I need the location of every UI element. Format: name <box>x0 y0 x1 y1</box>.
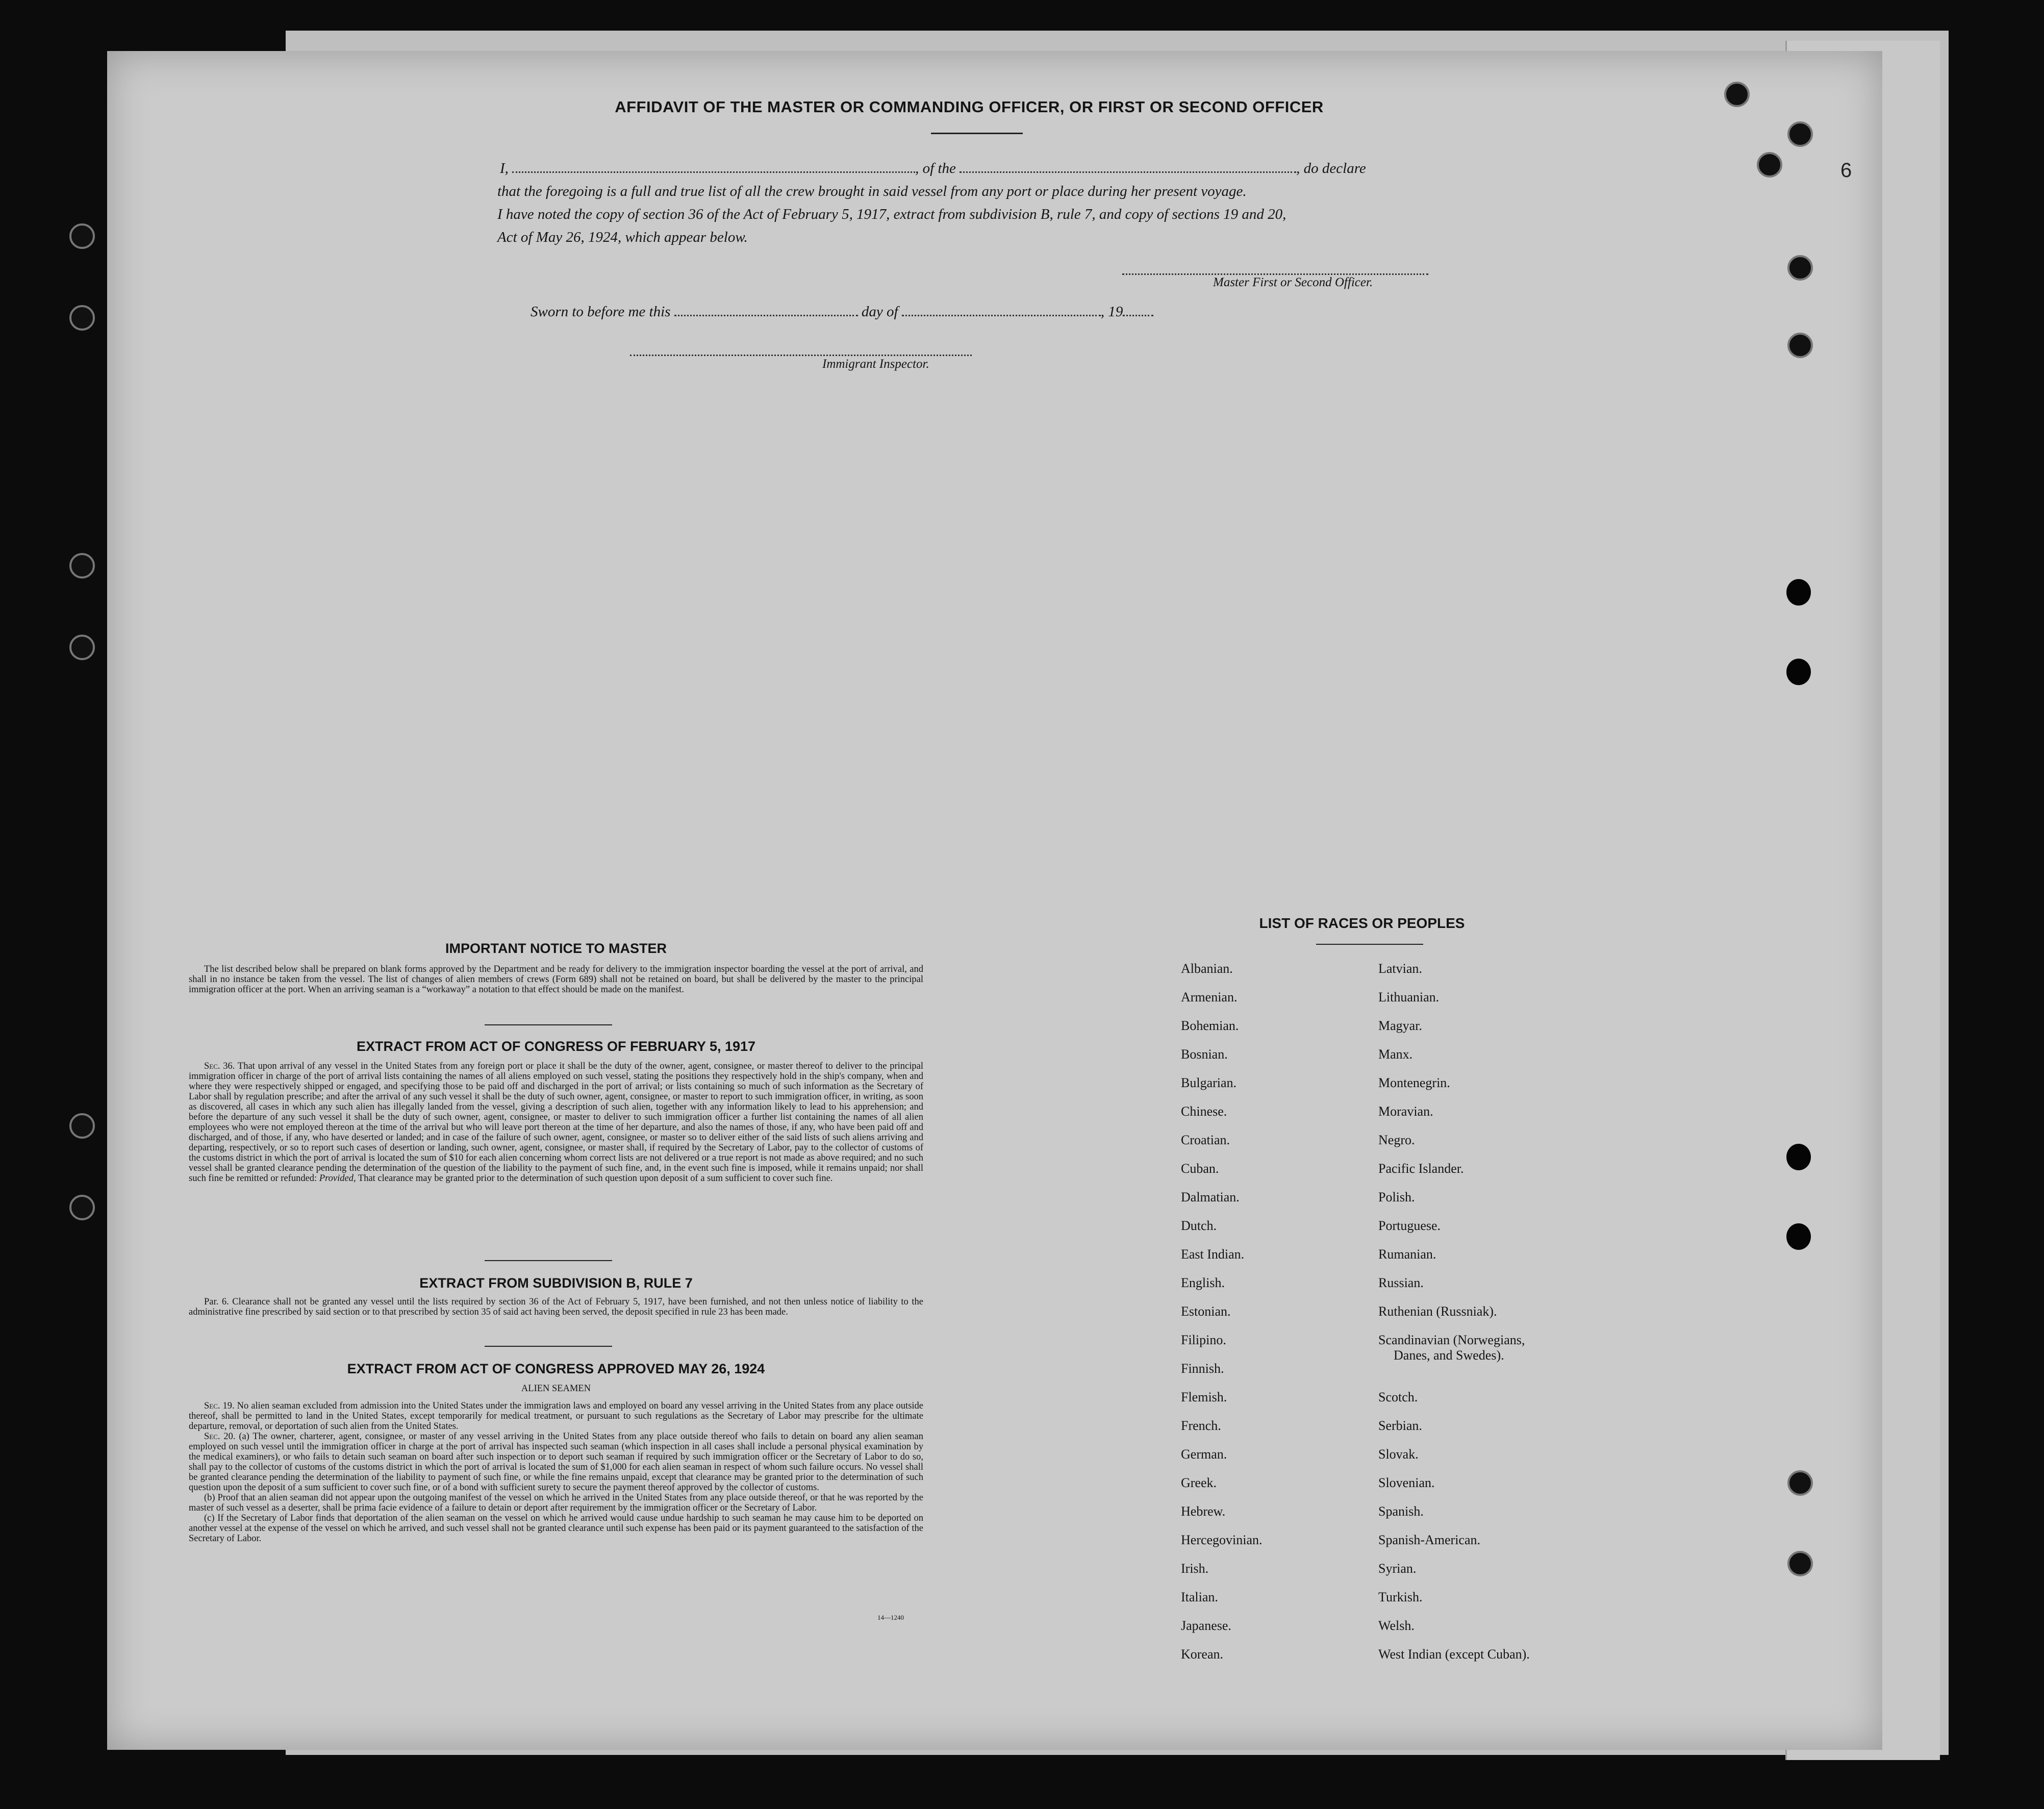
race-item: Estonian. <box>1181 1304 1231 1319</box>
notice-body <box>189 964 923 995</box>
race-item: Danes, and Swedes). <box>1394 1348 1504 1363</box>
provided-word: Provided, <box>319 1173 356 1184</box>
divider <box>485 1346 612 1347</box>
race-item: Bohemian. <box>1181 1018 1239 1033</box>
race-item: French. <box>1181 1418 1221 1433</box>
sworn-statement <box>531 304 1153 320</box>
binder-hole <box>1724 82 1750 107</box>
race-item: Finnish. <box>1181 1361 1224 1376</box>
race-item: Slovenian. <box>1378 1475 1435 1490</box>
form-number: 14—1240 <box>877 1614 904 1621</box>
race-item: Cuban. <box>1181 1161 1219 1176</box>
inspector-signature-label: Immigrant Inspector. <box>822 357 929 371</box>
binder-hole <box>1787 255 1813 281</box>
races-column-2 <box>1378 961 1530 1675</box>
race-item: Rumanian. <box>1378 1247 1436 1262</box>
race-item: Russian. <box>1378 1275 1424 1290</box>
binder-hole <box>1787 333 1813 358</box>
race-item: Lithuanian. <box>1378 990 1440 1004</box>
title-underline <box>931 133 1023 134</box>
master-signature-line <box>1122 273 1428 275</box>
sec-20a-text: (a) The owner, charterer, agent, consignee, or master of any vessel arriving in the United States from any place outside thereof who fails to detain on board any alien seaman employed on such vessel until the immigration officer in charge at the port of arrival has inspected such seaman (which inspection in all cases shall include a personal physical examination by the medical examiners), or who fails to detain such seaman on board after such inspection or to deport such seaman if required by such immigration officer or the Secretary of Labor to do so, shall pay to the collector of customs of the customs district in which the port of arrival is located the sum of $1,000 for each alien seaman in respect of whom such failure occurs. No vessel shall be granted clearance pending the determination of the liability to payment of such fine, or while the fine remains unpaid, except that clearance may be granted prior to the determination of such question upon the deposit of a sum sufficient to cover such fine, or of a bond with sufficient surety to secure the payment thereof approved by the collector of customs. <box>189 1431 923 1493</box>
extract-1924-title: EXTRACT FROM ACT OF CONGRESS APPROVED MAY 26, 1924 <box>347 1361 765 1376</box>
alien-seamen-subtitle: ALIEN SEAMEN <box>521 1384 591 1394</box>
race-item: Syrian. <box>1378 1561 1417 1576</box>
race-item: Serbian. <box>1378 1418 1422 1433</box>
extract-1917-text <box>189 1061 923 1184</box>
races-title: LIST OF RACES OR PEOPLES <box>1259 915 1465 931</box>
divider <box>485 1260 612 1261</box>
extract-b7-title: EXTRACT FROM SUBDIVISION B, RULE 7 <box>419 1275 693 1291</box>
race-item: Slovak. <box>1378 1447 1419 1462</box>
binder-hole <box>1786 1223 1811 1250</box>
race-item: Bosnian. <box>1181 1047 1228 1062</box>
sec-19-text: No alien seaman excluded from admission into the United States under the immigration laws and employed on board any vessel arriving in the United States from any place outside thereof, shall be permitted to land in the United States, except temporarily for medical treatment, or pursuant to such regulations as the Secretary of Labor may prescribe for the ultimate departure, removal, or deportation of such alien from the United States. <box>189 1401 923 1431</box>
sec-36-text: That upon arrival of any vessel in the United States from any foreign port or place it shall be the duty of the owner, agent, consignee, or master thereof to deliver to the principal immigration officer in charge of the port of arrival lists containing the names of all aliens employed on such vessel, stating the positions they respectively hold in the ship's company, when and where they were respectively shipped or engaged, and specifying those to be paid off and discharged in the port of arrival; or lists containing so much of such information as the Secretary of Labor shall by regulation prescribe; and after the arrival of any such vessel it shall be the duty of such owner, agent, consignee, or master to report to such immigration officer, in writing, as soon as discovered, all cases in which any such alien has illegally landed from the vessel, giving a description of such alien, together with any information likely to lead to his apprehension; and before the departure of any such vessel it shall be the duty of such owner, agent, consignee, or master to deliver to such immigration officer a further list containing the names of all alien employees who were not employed thereon at the time of the arrival but who will leave port thereon at the time of her departure, and also the names of those, if any, who have been paid off and discharged, and of those, if any, who have deserted or landed; and in case of the failure of such owner, agent, consignee, or master so to deliver either of the said lists of such aliens arriving and departing, respectively, or so to report such cases of desertion or landing, such owner, agent, consignee, or master shall, if required by the Secretary of Labor, pay to the collector of customs of the customs district in which the port of arrival is located the sum of $10 for each alien concerning whom correct lists are not delivered or a true report is not made as above required; and no such vessel shall be granted clearance pending the determination of the question of the liability to the payment of such fine, and, in the event such fine is imposed, while it remains unpaid; nor shall such fine be remitted or refunded: <box>189 1061 924 1184</box>
race-item: Spanish-American. <box>1378 1532 1481 1547</box>
race-item: Hebrew. <box>1181 1504 1226 1519</box>
affidavit-title: AFFIDAVIT OF THE MASTER OR COMMANDING OFFICER, OR FIRST OR SECOND OFFICER <box>615 98 1324 116</box>
binder-hole <box>1786 579 1811 606</box>
sworn-day-blank <box>674 304 858 316</box>
race-item: Pacific Islander. <box>1378 1161 1464 1176</box>
race-item: Filipino. <box>1181 1333 1226 1347</box>
extract-1917-body <box>189 1061 923 1184</box>
race-item: Montenegrin. <box>1378 1075 1450 1090</box>
race-item: Magyar. <box>1378 1018 1422 1033</box>
extract-b7-text: Par. 6. Clearance shall not be granted any vessel until the lists required by section 36 of the Act of February 5, 1917, have been furnished, and not then unless notice of liability to the administrative fine prescribed by said section or to that prescribed by section 35 of said act having been served, the deposit specified in rule 23 has been made. <box>189 1297 923 1317</box>
race-item: Manx. <box>1378 1047 1413 1062</box>
race-item: Scandinavian (Norwegians, <box>1378 1333 1525 1347</box>
binder-hole <box>1786 1144 1811 1170</box>
sec-19-label: Sec. 19. <box>204 1401 235 1411</box>
race-item: Armenian. <box>1181 990 1238 1004</box>
race-item: Moravian. <box>1378 1104 1433 1119</box>
binder-hole <box>1786 659 1811 685</box>
affidavit-body <box>497 157 1456 249</box>
race-item: Korean. <box>1181 1647 1224 1662</box>
affidavit-line-4: Act of May 26, 1924, which appear below. <box>497 229 748 245</box>
race-item: Scotch. <box>1378 1390 1418 1404</box>
race-item: Turkish. <box>1378 1590 1423 1604</box>
binder-hole <box>69 635 95 660</box>
sec-20a <box>189 1431 923 1493</box>
race-item: Chinese. <box>1181 1104 1227 1119</box>
affidavit-line-2: that the foregoing is a full and true list of all the crew brought in said vessel from any port or place during her present voyage. <box>497 183 1247 199</box>
affidavit-of-the: , of the <box>915 160 956 177</box>
extract-1917-title: EXTRACT FROM ACT OF CONGRESS OF FEBRUARY 5, 1917 <box>356 1039 756 1054</box>
binder-hole <box>69 305 95 331</box>
race-item: Bulgarian. <box>1181 1075 1237 1090</box>
binder-hole <box>1787 121 1813 147</box>
binder-hole <box>69 223 95 249</box>
sec-36-label: Sec. 36. <box>204 1061 235 1071</box>
extract-1924-body <box>189 1401 923 1544</box>
binder-hole <box>1787 1551 1813 1576</box>
race-item: Dalmatian. <box>1181 1190 1240 1204</box>
race-item: Italian. <box>1181 1590 1218 1604</box>
race-item: Dutch. <box>1181 1218 1217 1233</box>
page-number-mark: 6 <box>1840 159 1852 182</box>
binder-hole <box>69 553 95 579</box>
sec-36-text-end: That clearance may be granted prior to the determination of such question upon deposit of a sum sufficient to cover such fine. <box>358 1173 833 1184</box>
sworn-day-of: day of <box>861 304 898 320</box>
master-signature-label: Master First or Second Officer. <box>1213 275 1373 289</box>
extract-b7-body <box>189 1297 923 1317</box>
sec-20-label: Sec. 20. <box>204 1431 236 1442</box>
vessel-blank <box>960 160 1296 173</box>
affidavit-declare: , do declare <box>1296 160 1366 177</box>
race-item: West Indian (except Cuban). <box>1378 1647 1530 1662</box>
affidavit-line-1 <box>497 157 1456 180</box>
race-item: Welsh. <box>1378 1618 1415 1633</box>
race-item: Croatian. <box>1181 1133 1230 1147</box>
notice-title: IMPORTANT NOTICE TO MASTER <box>445 941 667 956</box>
sworn-prefix: Sworn to before me this <box>531 304 671 320</box>
affidavit-line-3: I have noted the copy of section 36 of the Act of February 5, 1917, extract from subdivision B, rule 7, and copy of sections 19 and 20, <box>497 206 1286 222</box>
sworn-year-blank <box>1123 304 1153 316</box>
binder-hole <box>1757 152 1782 178</box>
race-item: Negro. <box>1378 1133 1415 1147</box>
race-item: Hercegovinian. <box>1181 1532 1263 1547</box>
race-item: Latvian. <box>1378 961 1422 976</box>
sworn-year: , 19 <box>1100 304 1123 320</box>
races-column-1 <box>1181 961 1263 1675</box>
race-item: German. <box>1181 1447 1227 1462</box>
divider <box>485 1024 612 1025</box>
race-item: Irish. <box>1181 1561 1209 1576</box>
binder-hole <box>69 1195 95 1220</box>
race-item: Flemish. <box>1181 1390 1227 1404</box>
notice-text: The list described below shall be prepared on blank forms approved by the Department and be ready for delivery to the immigration inspector boarding the vessel at the port of arrival, and shall in no instance be taken from the vessel. The list of changes of alien members of crews (Form 689) shall not be retained on board, but shall be delivered by the master to the principal immigration officer at the port. When an arriving seaman is a “workaway” a notation to that effect should be made on the manifest. <box>189 964 923 995</box>
inspector-signature-line <box>630 355 972 356</box>
race-item: East Indian. <box>1181 1247 1245 1262</box>
race-item: Greek. <box>1181 1475 1217 1490</box>
binder-hole <box>69 1113 95 1139</box>
race-item: Albanian. <box>1181 961 1233 976</box>
name-blank <box>512 160 915 173</box>
race-item: Japanese. <box>1181 1618 1231 1633</box>
sec-20c: (c) If the Secretary of Labor finds that deportation of the alien seaman on the vessel on which he arrived would cause undue hardship to such seaman he may cause him to be deported on another vessel at the expense of the vessel on which he arrived, and such vessel shall not be granted clearance until such expense has been paid or its payment guaranteed to the satisfaction of the Secretary of Labor. <box>189 1513 923 1544</box>
race-item: Spanish. <box>1378 1504 1424 1519</box>
race-item: English. <box>1181 1275 1225 1290</box>
race-item: Ruthenian (Russniak). <box>1378 1304 1497 1319</box>
race-item: Portuguese. <box>1378 1218 1441 1233</box>
races-underline <box>1316 944 1423 945</box>
race-item: Polish. <box>1378 1190 1415 1204</box>
affidavit-i: I, <box>500 160 509 177</box>
sec-19 <box>189 1401 923 1431</box>
sworn-month-blank <box>902 304 1101 316</box>
sec-20b: (b) Proof that an alien seaman did not appear upon the outgoing manifest of the vessel on which he arrived in the United States from any place outside thereof, or that he was reported by the master of such vessel as a deserter, shall be prima facie evidence of a failure to detain or deport after requirement by the immigration officer or the Secretary of Labor. <box>189 1493 923 1513</box>
binder-hole <box>1787 1470 1813 1496</box>
